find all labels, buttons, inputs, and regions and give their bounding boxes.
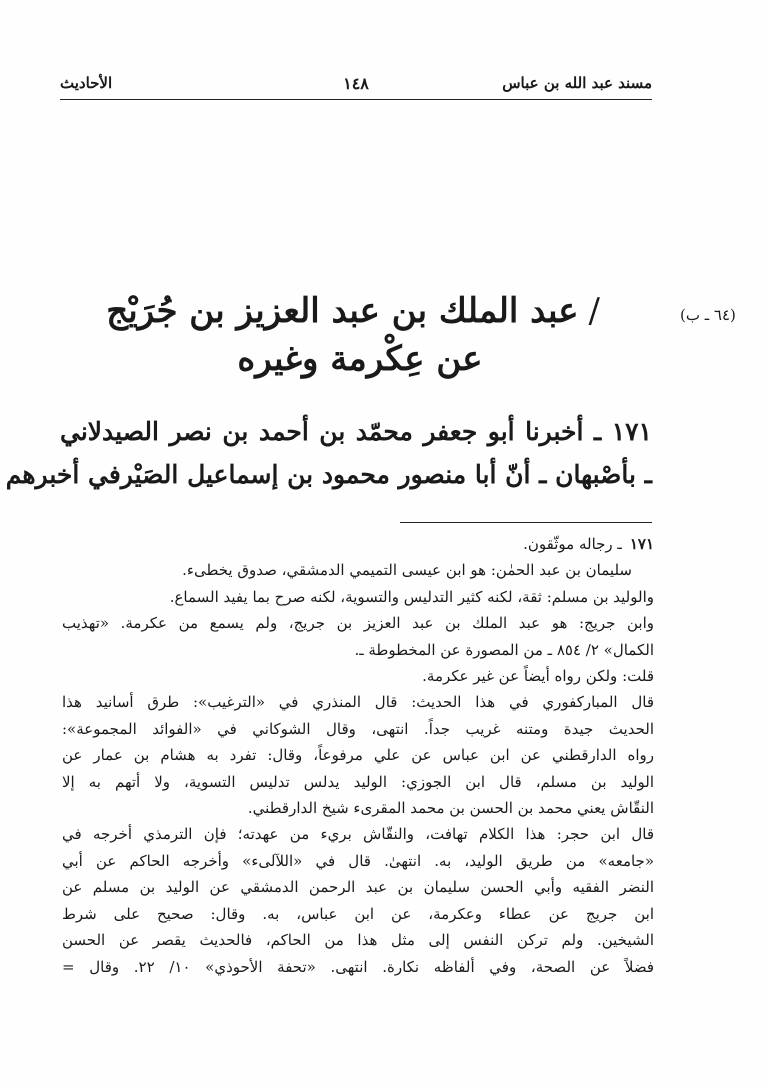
chapter-heading-line-2: عن عِكْرمة وغيره <box>237 339 483 379</box>
running-head-section: الأحاديث <box>60 74 113 92</box>
running-head <box>60 74 652 102</box>
footnote-number: ١٧١ <box>629 535 654 553</box>
footnote-line <box>62 531 654 557</box>
footnote-line: ابن جريج عن عطاء وعكرمة، عن ابن عباس، به. وقال: صحيح على شرط <box>62 904 654 923</box>
footnote-line: فضلاً عن الصحة، وفي ألفاظه نكارة. انتهى. «تحفة الأحوذي» ١٠/ ٢٢. وقال = <box>62 957 654 976</box>
footnote-line: النضر الفقيه وأبي الحسن سليمان بن عبد الرحمن الدمشقي عن الوليد بن مسلم عن <box>62 878 654 897</box>
chapter-heading-text-1: عبد الملك بن عبد العزيز بن جُرَيْج <box>106 291 579 331</box>
footnote-line: قال ابن حجر: هذا الكلام تهافت، والنقّاش بريء من عهدته؛ فإن الترمذي أخرجه في <box>62 825 654 844</box>
footnote-line: الكمال» ٢/ ٨٥٤ ـ من المصورة عن المخطوطة ـ. <box>354 640 654 659</box>
footnote-line: رواه الدارقطني عن ابن عباس عن علي مرفوعاً، وقال: تفرد به هشام بن عمار عن <box>62 746 654 765</box>
manuscript-folio-marker: (٦٤ ـ ب) <box>680 306 736 324</box>
footnote-line: الشيخين. ولم تركن النفس إلى مثل هذا من الحاكم، فالحديث يقصر عن الحسن <box>62 931 654 950</box>
running-head-book-title: مسند عبد الله بن عباس <box>502 74 652 92</box>
footnote-line: النقّاش يعني محمد بن الحسن بن محمد المقرىء شيخ الدارقطني. <box>247 799 654 818</box>
chapter-heading-line-1 <box>106 287 600 335</box>
footnote-line: سليمان بن عبد الحمٰن: هو ابن عيسى التميمي الدمشقي، صدوق يخطىء. <box>182 561 632 580</box>
footnote-rule <box>400 522 652 523</box>
footnote-line: قلت: ولكن رواه أيضاً عن غير عكرمة. <box>422 667 654 686</box>
footnote-line: الوليد بن مسلم، قال ابن الجوزي: الوليد يدلس تدليس التسوية، ولا أتهم به إلا <box>62 772 654 791</box>
footnote-text: ـ رجاله موثّقون. <box>523 535 622 553</box>
page-number: ١٤٨ <box>343 74 369 93</box>
hadith-line-2: ـ بأصْبهان ـ أنّ أبا منصور محمود بن إسماعيل الصَيْرفي أخبرهم <box>5 460 652 489</box>
hadith-line-1: ١٧١ ـ أخبرنا أبو جعفر محمّد بن أحمد بن نصر الصيدلاني <box>60 417 652 446</box>
footnote-line: «جامعه» من طريق الوليد، به. انتهىٰ. قال في «اللآلىء» وأخرجه الحاكم عن أبي <box>62 851 654 870</box>
folio-slash: / <box>588 291 600 331</box>
footnote-line: قال المباركفوري في هذا الحديث: قال المنذري في «الترغيب»: طرق أسانيد هذا <box>62 693 654 712</box>
footnote-line: وابن جريج: هو عبد الملك بن عبد العزيز بن جريج، ولم يسمع من عكرمة. «تهذيب <box>62 614 654 633</box>
chapter-heading <box>106 287 600 383</box>
hadith-text <box>5 410 652 496</box>
footnotes <box>62 531 654 980</box>
footnote-line: والوليد بن مسلم: ثقة، لكنه كثير التدليس والتسوية، لكنه صرح بما يفيد السماع. <box>169 587 654 606</box>
header-rule <box>60 99 652 100</box>
footnote-line: الحديث جيدة ومتنه غريب جداً. انتهى، وقال الشوكاني في «الفوائد المجموعة»: <box>62 719 654 738</box>
